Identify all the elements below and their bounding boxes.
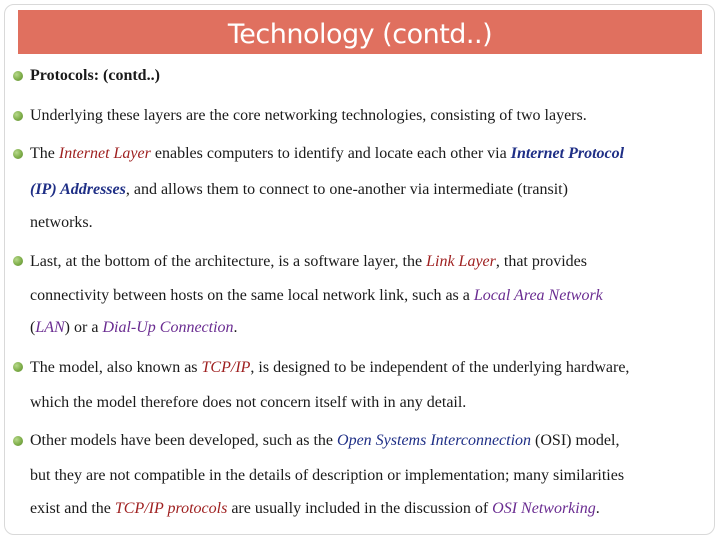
- bullet-3-line-2: [30, 180, 568, 200]
- bullet-5-line-2: which the model therefore does not concern itself with in any detail.: [30, 394, 467, 411]
- text-run: exist and the: [30, 500, 115, 517]
- text-run: (: [30, 319, 36, 336]
- text-run: connectivity between hosts on the same local network link, such as a: [30, 287, 474, 304]
- keyword-local-area-network: Local Area Network: [473, 287, 603, 304]
- bullet-marker-icon: [13, 111, 23, 121]
- keyword-tcp-ip: TCP/IP: [201, 359, 251, 376]
- text-run: , that provides: [495, 253, 587, 270]
- text-run: ) or a: [64, 319, 103, 336]
- keyword-open-systems-interconnection: Open Systems Interconnection: [337, 432, 532, 449]
- keyword-tcp-ip-protocols: TCP/IP protocols: [114, 500, 228, 517]
- keyword-ip-addresses: (IP) Addresses: [30, 181, 126, 198]
- bullet-6-line-3: [30, 499, 600, 519]
- bullet-4-line-1: [30, 252, 587, 272]
- bullet-6-line-1: [30, 431, 619, 451]
- text-run: Last, at the bottom of the architecture, is a software layer, the: [30, 253, 427, 270]
- bullet-marker-icon: [13, 362, 23, 372]
- keyword-internet-protocol: Internet Protocol: [510, 145, 625, 162]
- keyword-osi-networking: OSI Networking: [492, 500, 596, 517]
- text-run: The: [30, 145, 59, 162]
- bullet-marker-icon: [13, 149, 23, 159]
- bullet-2-text: Underlying these layers are the core networking technologies, consisting of two layers.: [30, 107, 587, 124]
- text-run: The model, also known as: [30, 359, 202, 376]
- bullet-marker-icon: [13, 436, 23, 446]
- bullet-marker-icon: [13, 256, 23, 266]
- keyword-link-layer: Link Layer: [426, 253, 496, 270]
- bullet-4-line-2: [30, 286, 603, 306]
- keyword-dial-up-connection: Dial-Up Connection: [102, 319, 234, 336]
- bullet-1-text: Protocols: (contd..): [30, 67, 160, 84]
- text-run: (OSI) model,: [531, 432, 620, 449]
- text-run: are usually included in the discussion of: [227, 500, 493, 517]
- bullet-5-line-1: [30, 358, 629, 378]
- bullet-3-line-3: networks.: [30, 214, 93, 231]
- text-run: , and allows them to connect to one-another via intermediate (transit): [125, 181, 568, 198]
- bullet-6-line-2: but they are not compatible in the details of description or implementation; many similarities: [30, 467, 625, 484]
- text-run: enables computers to identify and locate each other via: [150, 145, 511, 162]
- text-run: , is designed to be independent of the underlying hardware,: [250, 359, 630, 376]
- keyword-internet-layer: Internet Layer: [58, 145, 151, 162]
- text-run: Other models have been developed, such as the: [30, 432, 338, 449]
- bullet-3-line-1: [30, 144, 624, 164]
- text-run: .: [595, 500, 600, 517]
- bullet-marker-icon: [13, 71, 23, 81]
- text-run: .: [233, 319, 238, 336]
- bullet-4-line-3: [30, 318, 238, 338]
- keyword-lan: LAN: [35, 319, 65, 336]
- slide-title: Technology (contd..): [227, 18, 493, 50]
